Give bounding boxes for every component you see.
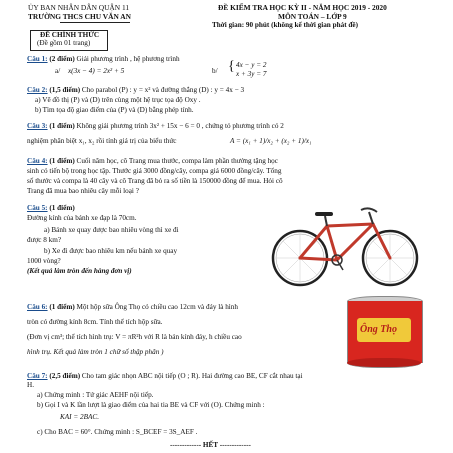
- q5-points: (1 điểm): [49, 204, 75, 212]
- header-school: TRƯỜNG THCS CHU VĂN AN: [28, 12, 131, 21]
- q6-line3: (Đơn vị cm³; thể tích hình trụ: V = πR²h với R là bán kính đáy, h chiều cao: [27, 333, 242, 341]
- exam-title: ĐỀ KIỂM TRA HỌC KỲ II - NĂM HỌC 2019 - 2020: [218, 3, 387, 12]
- q5-a2: được 8 km?: [27, 236, 62, 244]
- q6-text: Một hộp sữa Ông Thọ có chiều cao 12cm và đáy là hình: [76, 303, 238, 311]
- bicycle-icon: [265, 200, 425, 290]
- official-sub: (Đề gồm 01 trang): [37, 39, 91, 47]
- q1-line: [27, 55, 180, 64]
- exam-duration: Thời gian: 90 phút (không kể thời gian phát đề): [212, 21, 358, 29]
- q4-line4: Trang đã mua bao nhiêu cây mỗi loại ?: [27, 187, 139, 195]
- q6-points: (1 điểm): [49, 303, 75, 311]
- q7-a: a) Chứng minh : Tứ giác AEHF nội tiếp.: [37, 391, 154, 399]
- q3-expr: A = (x₁ + 1)/x₂ + (x₂ + 1)/x₁: [230, 137, 312, 145]
- q5-line1: Đường kính của bánh xe đạp là 70cm.: [27, 214, 137, 222]
- q6-line4: hình trụ. Kết quả làm tròn 1 chữ số thập phân ): [27, 348, 164, 356]
- q1-b-label: b/: [212, 67, 218, 75]
- official-title: ĐỀ CHÍNH THỨC: [40, 31, 100, 39]
- q7-line2: H.: [27, 381, 34, 389]
- q7-text: Cho tam giác nhọn ABC nội tiếp (O ; R). Hai đường cao BE, CF cắt nhau tại: [81, 372, 303, 380]
- q1-a-label: a/: [55, 67, 61, 75]
- q7-b2: KAI = 2BAC.: [60, 413, 99, 421]
- q1-label: Câu 1:: [27, 55, 48, 63]
- q1-a-expr: x(3x − 4) = 2x² + 5: [67, 67, 125, 75]
- q3-label: Câu 3:: [27, 122, 48, 130]
- q7-points: (2,5 điểm): [49, 372, 81, 380]
- q4-line1: [27, 157, 278, 166]
- q2-points: (1,5 điểm): [49, 86, 81, 94]
- q2-text: Cho parabol (P) : y = x² và đường thẳng (D) : y = 4x − 3: [81, 86, 245, 94]
- exam-subject: MÔN TOÁN – LỚP 9: [278, 12, 347, 21]
- q5-note: (Kết quả làm tròn đến hàng đơn vị): [27, 267, 132, 275]
- q1-points: (2 điểm): [49, 55, 75, 63]
- q5-a1: a) Bánh xe quay được bao nhiêu vòng thì xe đi: [44, 226, 179, 234]
- q4-line2: sinh có tiến bộ trong học tập. Thước giá 3000 đồng/cây, compa giá 6000 đồng/cây. Tổng: [27, 167, 282, 175]
- q5-label: Câu 5:: [27, 204, 48, 212]
- can-brand: Ông Thọ: [360, 324, 397, 335]
- exam-end: ------------- HẾT -------------: [170, 441, 251, 449]
- header-committee: ỦY BAN NHÂN DÂN QUẬN 11: [28, 3, 130, 12]
- q7-c: c) Cho BAC = 60°. Chứng minh : S_BCEF = 3S_AEF .: [37, 428, 198, 436]
- header-underline: [60, 22, 130, 23]
- q4-points: (1 điểm): [49, 157, 75, 165]
- q4-text: Cuối năm học, cô Trang mua thước, compa làm phần thưởng tặng học: [76, 157, 278, 165]
- q1-a: [55, 67, 124, 76]
- brace-icon: {: [228, 59, 235, 74]
- q6-line2: tròn có đường kính 8cm. Tính thể tích hộp sữa.: [27, 318, 163, 326]
- q3-line2a: nghiệm phân biệt x₁, x₂ rồi tính giá trị của biểu thức: [27, 137, 177, 145]
- q3-points: (1 điểm): [49, 122, 75, 130]
- can-bottom: [347, 358, 421, 368]
- q7-line1: [27, 372, 303, 381]
- q2-label: Câu 2:: [27, 86, 48, 94]
- q3-line1: [27, 122, 284, 131]
- q1-b-eq2: x + 3y = 7: [236, 70, 267, 78]
- q1-text: Giải phương trình , hệ phương trình: [76, 55, 180, 63]
- q5-b1: b) Xe đi được bao nhiêu km nếu bánh xe quay: [44, 247, 178, 255]
- q1-b-eq1: 4x − y = 2: [236, 61, 267, 69]
- q2-a: a) Vẽ đồ thị (P) và (D) trên cùng một hệ trục tọa độ Oxy .: [35, 96, 201, 104]
- q7-label: Câu 7:: [27, 372, 48, 380]
- q4-line3: số thước và compa là 40 cây và cô Trang đã bỏ ra số tiền là 150000 đồng để mua. Hỏi cô: [27, 177, 283, 185]
- q6-line1: [27, 303, 238, 312]
- q3-text: Không giải phương trình 3x² + 15x − 6 = 0 , chứng tỏ phương trình có 2: [76, 122, 284, 130]
- q5-line0: [27, 204, 75, 213]
- milk-can-image: [347, 296, 421, 368]
- q2-b: b) Tìm tọa độ giao điểm của (P) và (D) bằng phép tính.: [35, 106, 194, 114]
- q2-line: [27, 86, 244, 95]
- q5-b2: 1000 vòng?: [27, 257, 61, 265]
- q4-label: Câu 4:: [27, 157, 48, 165]
- q7-b: b) Gọi I và K lần lượt là giao điểm của hai tia BE và CF với (O). Chứng minh :: [37, 401, 265, 409]
- q6-label: Câu 6:: [27, 303, 48, 311]
